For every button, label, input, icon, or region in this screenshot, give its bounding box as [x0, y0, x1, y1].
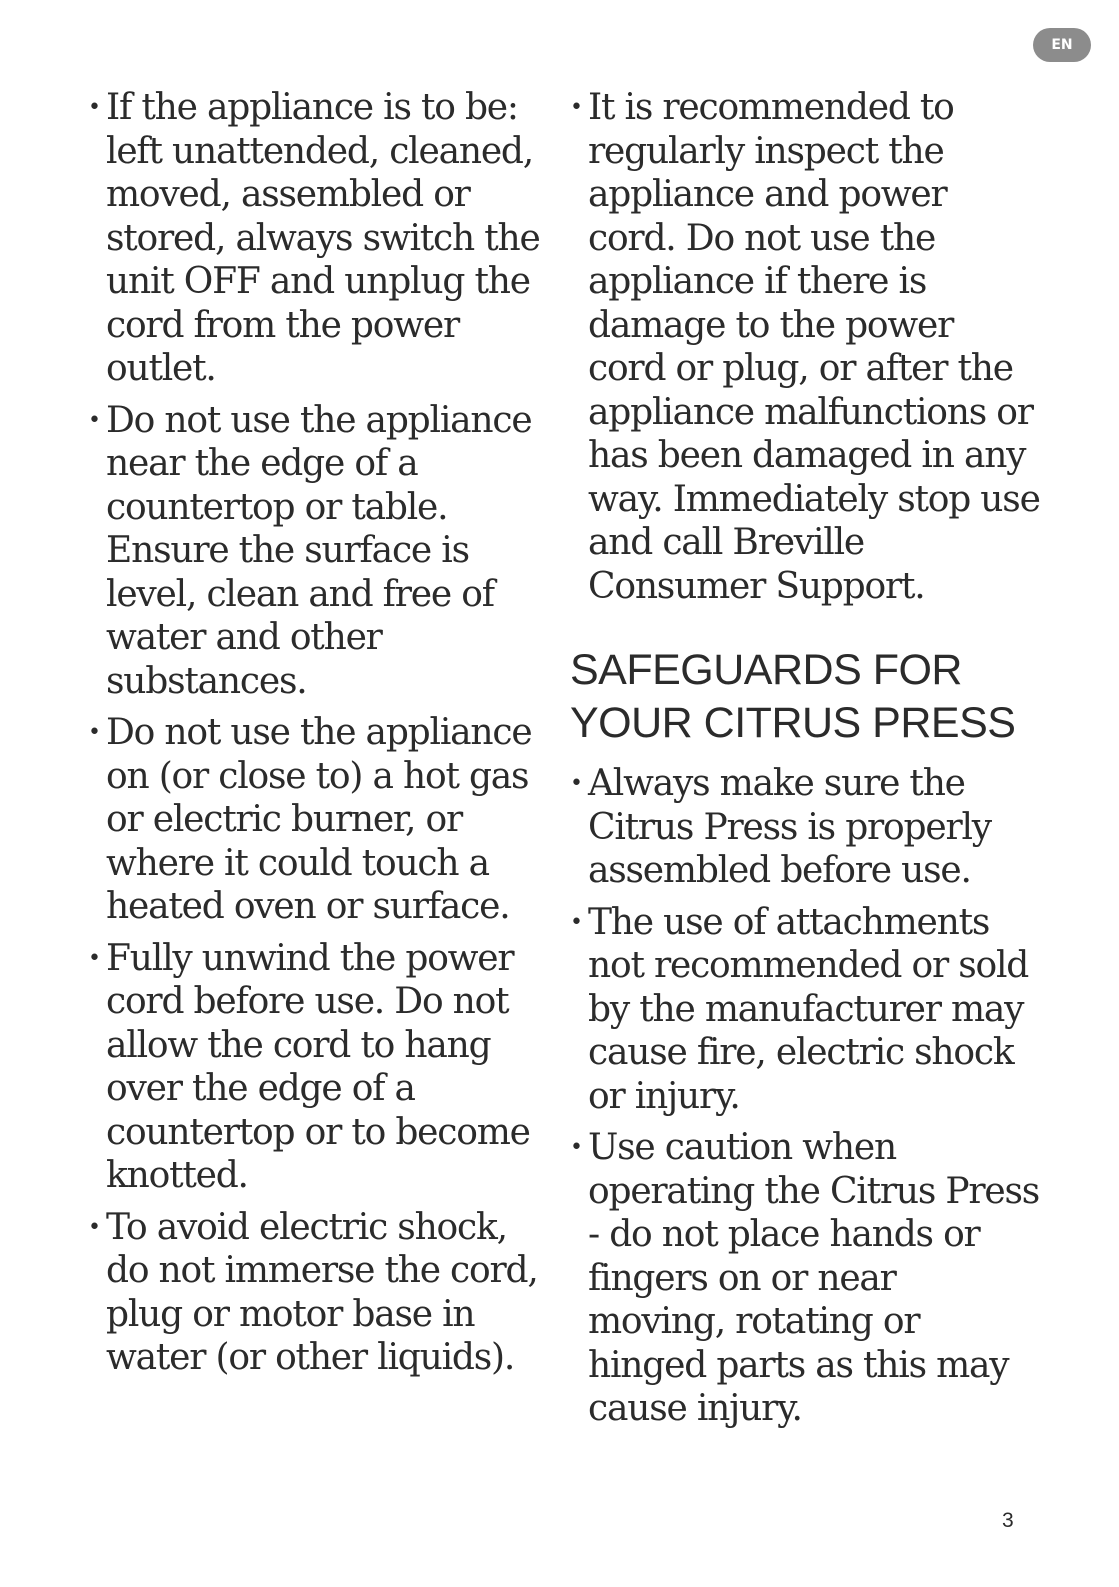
list-item: • Do not use the appliance near the edge of a countertop or table. Ensure the surface is level, clean and free of water and other substances.: [88, 399, 558, 704]
list-item: • The use of attachments not recommended or sold by the manufacturer may cause fire, electric shock or injury.: [570, 901, 1040, 1119]
citrus-press-safeguards-list: [570, 762, 1040, 1431]
right-column: [570, 86, 1040, 1439]
list-item: • Do not use the appliance on (or close to) a hot gas or electric burner, or where it could touch a heated oven or surface.: [88, 711, 558, 929]
left-column: [88, 86, 558, 1388]
list-item: • To avoid electric shock, do not immerse the cord, plug or motor base in water (or other liquids).: [88, 1206, 558, 1380]
section-heading: SAFEGUARDS FOR YOUR CITRUS PRESS: [570, 646, 1016, 747]
page-number: 3: [1002, 1509, 1014, 1532]
safety-list-left: [88, 86, 558, 1380]
list-item: • Use caution when operating the Citrus Press - do not place hands or fingers on or near moving, rotating or hinged parts as this may cause injury.: [570, 1126, 1040, 1431]
list-item: • Fully unwind the power cord before use. Do not allow the cord to hang over the edge of a countertop or to become knotted.: [88, 937, 558, 1198]
safety-list-right: [570, 86, 1040, 608]
language-badge: EN: [1033, 28, 1091, 62]
list-item: • It is recommended to regularly inspect the appliance and power cord. Do not use the appliance if there is damage to the power cord or plug, or after the appliance malfunctions or has been damaged in any way. Immediately stop use and call Breville Consumer Support.: [570, 86, 1040, 608]
list-item: • If the appliance is to be: left unattended, cleaned, moved, assembled or stored, always switch the unit OFF and unplug the cord from the power outlet.: [88, 86, 558, 391]
list-item: • Always make sure the Citrus Press is properly assembled before use.: [570, 762, 1040, 893]
